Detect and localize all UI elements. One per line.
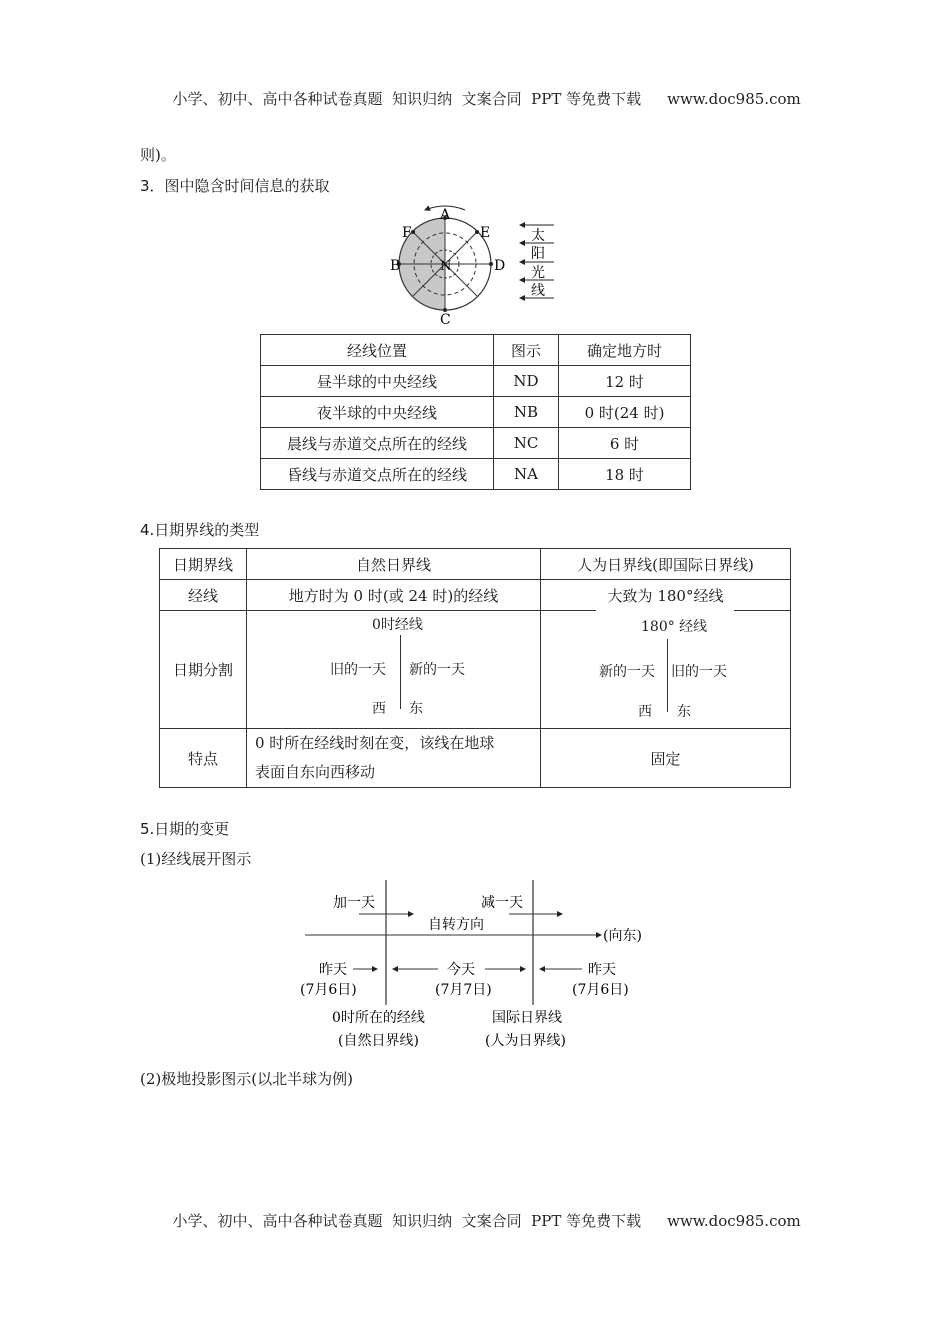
feature-text: 0 时所在经线时刻在变，该线在地球 [255, 734, 495, 752]
divider-line [667, 639, 668, 712]
section3-title: 3．图中隐含时间信息的获取 [140, 177, 330, 195]
table-cell: 12 时 [559, 366, 691, 397]
header-url: www.doc985.com [667, 90, 801, 108]
point-d: D [494, 258, 506, 274]
table-cell: 0 时(24 时) [559, 397, 691, 428]
table-cell: NC [494, 428, 559, 459]
sunlight-char: 太 [531, 228, 545, 244]
table-cell: 6 时 [559, 428, 691, 459]
section5-sub1: (1)经线展开图示 [140, 850, 252, 868]
table-header: 经线位置 [261, 335, 494, 366]
table-cell: NA [494, 459, 559, 490]
date-line-table [159, 548, 791, 788]
date-change-diagram [295, 875, 665, 1055]
table-header: 确定地方时 [559, 335, 691, 366]
table-header: 人为日界线(即国际日界线) [541, 549, 791, 580]
table-row [160, 580, 791, 611]
table-row [160, 729, 791, 788]
section4-title: 4.日期界线的类型 [140, 521, 260, 539]
table-cell: 特点 [160, 729, 247, 788]
natural-line-label: 0时所在的经线 [332, 1010, 425, 1026]
table-header: 自然日界线 [247, 549, 541, 580]
table-cell: 晨线与赤道交点所在的经线 [261, 428, 494, 459]
local-time-table [260, 334, 691, 490]
diagram-label: 180° 经线 [641, 619, 708, 635]
page-header [163, 70, 801, 109]
today-label: 今天 [447, 962, 475, 978]
table-cell: 固定 [541, 729, 791, 788]
table-cell: 日期分割 [160, 611, 247, 729]
natural-line-sublabel: (自然日界线) [338, 1033, 419, 1049]
subtract-day-label: 减一天 [481, 895, 523, 911]
diagram-label: 东 [409, 701, 423, 717]
sunlight-char: 光 [531, 265, 545, 281]
point-a: A [440, 207, 451, 223]
table-header: 图示 [494, 335, 559, 366]
table-cell [247, 729, 541, 788]
section5-title: 5.日期的变更 [140, 820, 230, 838]
east-label: (向东) [603, 928, 642, 944]
table-row [261, 459, 691, 490]
page-footer [163, 1192, 801, 1231]
point-n: N [440, 259, 452, 274]
section5-sub2: (2)极地投影图示(以北半球为例) [140, 1070, 353, 1088]
artificial-division-diagram [541, 611, 791, 729]
diagram-label: 旧的一天 [671, 664, 727, 680]
day-night-polar-diagram [380, 200, 570, 330]
table-row [261, 366, 691, 397]
rotation-label: 自转方向 [428, 917, 484, 933]
diagram-label: 西 [638, 704, 652, 720]
diagram-label: 新的一天 [599, 664, 655, 680]
footer-url: www.doc985.com [667, 1212, 801, 1230]
intl-line-label: 国际日界线 [492, 1010, 562, 1026]
table-header-row [160, 549, 791, 580]
table-cell: 经线 [160, 580, 247, 611]
intl-line-sublabel: (人为日界线) [485, 1033, 566, 1049]
table-header: 日期界线 [160, 549, 247, 580]
diagram-label: 新的一天 [409, 662, 465, 678]
yesterday-label: 昨天 [319, 962, 347, 978]
diagram-label: 0时经线 [372, 617, 423, 633]
table-cell: 夜半球的中央经线 [261, 397, 494, 428]
table-cell: 昼半球的中央经线 [261, 366, 494, 397]
diagram-label: 西 [372, 701, 386, 717]
feature-text: 表面自东向西移动 [255, 763, 376, 781]
table-cell: 昏线与赤道交点所在的经线 [261, 459, 494, 490]
sunlight-char: 阳 [531, 246, 545, 262]
add-day-label: 加一天 [333, 895, 375, 911]
table-row [160, 611, 791, 729]
table-cell: 大致为 180°经线 [541, 580, 791, 611]
table-cell: NB [494, 397, 559, 428]
divider-line [400, 635, 401, 709]
natural-division-diagram [247, 611, 541, 729]
date-label: (7月6日) [300, 982, 357, 998]
header-text: 小学、初中、高中各种试卷真题 知识归纳 文案合同 PPT 等免费下载 [172, 90, 642, 108]
continuation-text: 则)。 [140, 146, 176, 164]
table-row [261, 397, 691, 428]
date-label: (7月6日) [572, 982, 629, 998]
sunlight-char: 线 [531, 283, 545, 299]
table-header-row [261, 335, 691, 366]
point-b: B [390, 258, 401, 274]
table-cell: 18 时 [559, 459, 691, 490]
table-row [261, 428, 691, 459]
diagram-label: 旧的一天 [330, 662, 386, 678]
border-gap [596, 610, 734, 612]
date-label: (7月7日) [435, 982, 492, 998]
footer-text: 小学、初中、高中各种试卷真题 知识归纳 文案合同 PPT 等免费下载 [172, 1212, 642, 1230]
point-e: E [480, 225, 491, 241]
table-cell: 地方时为 0 时(或 24 时)的经线 [247, 580, 541, 611]
table-cell: ND [494, 366, 559, 397]
point-c: C [440, 312, 451, 328]
yesterday-label: 昨天 [588, 962, 616, 978]
diagram-label: 东 [677, 704, 691, 720]
point-f: F [402, 225, 412, 241]
